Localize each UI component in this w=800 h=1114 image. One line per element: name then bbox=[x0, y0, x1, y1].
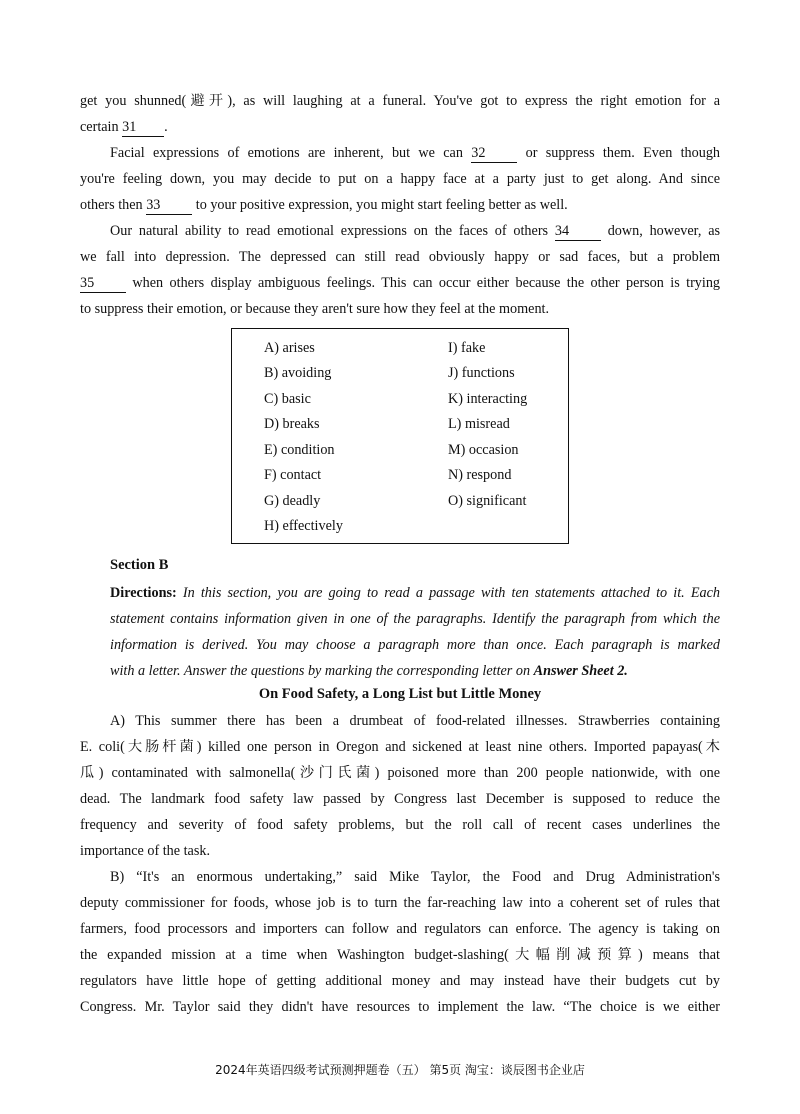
article-paragraph-a bbox=[80, 708, 720, 864]
text-line: with a letter. Answer the questions by marking the corresponding letter on Answer Sheet 2. bbox=[110, 663, 628, 679]
text-line: get you shunned(避开), as will laughing at a funeral. You've got to express the right emotion for a bbox=[80, 93, 720, 109]
text-line: Directions: In this section, you are going to read a passage with ten statements attached to it. Each bbox=[110, 585, 720, 601]
paragraph-facial-expressions bbox=[80, 140, 720, 218]
word-bank-box bbox=[231, 328, 569, 544]
text-line: the expanded mission at a time when Washington budget-slashing(大幅削减预算) means that bbox=[80, 947, 720, 963]
blank-32: 32 bbox=[471, 144, 517, 163]
directions-label: Directions: bbox=[110, 585, 177, 601]
text-line: B) “It's an enormous undertaking,” said Mike Taylor, the Food and Drug Administration's bbox=[110, 869, 720, 885]
paragraph-continued bbox=[80, 88, 720, 140]
option-c: C) basic bbox=[264, 391, 311, 407]
option-j: J) functions bbox=[448, 365, 515, 381]
option-g: G) deadly bbox=[264, 493, 321, 509]
blank-31: 31 bbox=[122, 118, 164, 137]
text-line: E. coli(大肠杆菌) killed one person in Oregon and sickened at least nine others. Imported papayas(木 bbox=[80, 739, 720, 755]
option-l: L) misread bbox=[448, 416, 510, 432]
text-line: A) This summer there has been a drumbeat of food-related illnesses. Strawberries containing bbox=[110, 713, 720, 729]
section-b-heading: Section B bbox=[110, 557, 169, 573]
blank-34: 34 bbox=[555, 222, 601, 241]
option-b: B) avoiding bbox=[264, 365, 332, 381]
option-k: K) interacting bbox=[448, 391, 528, 407]
text-line: certain 31 . bbox=[80, 119, 168, 135]
text-line: to suppress their emotion, or because they aren't sure how they feel at the moment. bbox=[80, 301, 550, 317]
text-line: Our natural ability to read emotional expressions on the faces of others 34 down, however, as bbox=[110, 223, 721, 239]
option-m: M) occasion bbox=[448, 442, 519, 458]
option-e: E) condition bbox=[264, 442, 335, 458]
section-b-directions bbox=[110, 580, 720, 684]
page-footer: 2024年英语四级考试预测押题卷（五） 第5页 淘宝：谈辰图书企业店 bbox=[215, 1063, 585, 1077]
blank-33: 33 bbox=[146, 196, 192, 215]
paragraph-natural-ability bbox=[80, 218, 720, 322]
option-n: N) respond bbox=[448, 467, 512, 483]
text-line: statement contains information given in one of the paragraphs. Identify the paragraph from which the bbox=[110, 611, 720, 627]
text-line: importance of the task. bbox=[80, 843, 211, 859]
option-d: D) breaks bbox=[264, 416, 320, 432]
text-line: Congress. Mr. Taylor said they didn't have resources to implement the law. “The choice is we either bbox=[80, 999, 720, 1015]
text-line: deputy commissioner for foods, whose job is to turn the far-reaching law into a coherent set of rules that bbox=[80, 895, 720, 911]
option-a: A) arises bbox=[264, 340, 315, 356]
text-line: regulators have little hope of getting additional money and may instead have their budgets cut by bbox=[80, 973, 720, 989]
text-line: 瓜) contaminated with salmonella(沙门氏菌) poisoned more than 200 people nationwide, with one bbox=[80, 765, 720, 781]
text-line: Facial expressions of emotions are inherent, but we can 32 or suppress them. Even though bbox=[110, 145, 721, 161]
option-f: F) contact bbox=[264, 467, 322, 483]
text-line: others then 33 to your positive expression, you might start feeling better as well. bbox=[80, 197, 568, 213]
text-line: farmers, food processors and importers can follow and regulators can enforce. The agency is taking on bbox=[80, 921, 720, 937]
article-paragraph-b bbox=[80, 864, 720, 1020]
text-line: you're feeling down, you may decide to put on a happy face at a party just to get along. And since bbox=[80, 171, 720, 187]
option-o: O) significant bbox=[448, 493, 527, 509]
text-line: dead. The landmark food safety law passed by Congress last December is supposed to reduce the bbox=[80, 791, 720, 807]
blank-35: 35 bbox=[80, 274, 126, 293]
answer-sheet-label: Answer Sheet 2. bbox=[533, 663, 628, 679]
text-line: frequency and severity of food safety problems, but the roll call of recent cases underlines the bbox=[80, 817, 720, 833]
text-line: 35 when others display ambiguous feelings. This can occur either because the other person is trying bbox=[80, 275, 721, 291]
text-line: we fall into depression. The depressed can still read obviously happy or sad faces, but a problem bbox=[80, 249, 720, 265]
article-title: On Food Safety, a Long List but Little Money bbox=[258, 686, 542, 702]
option-i: I) fake bbox=[448, 340, 486, 356]
text-line: information is derived. You may choose a paragraph more than once. Each paragraph is marked bbox=[110, 637, 720, 653]
option-h: H) effectively bbox=[264, 518, 343, 534]
